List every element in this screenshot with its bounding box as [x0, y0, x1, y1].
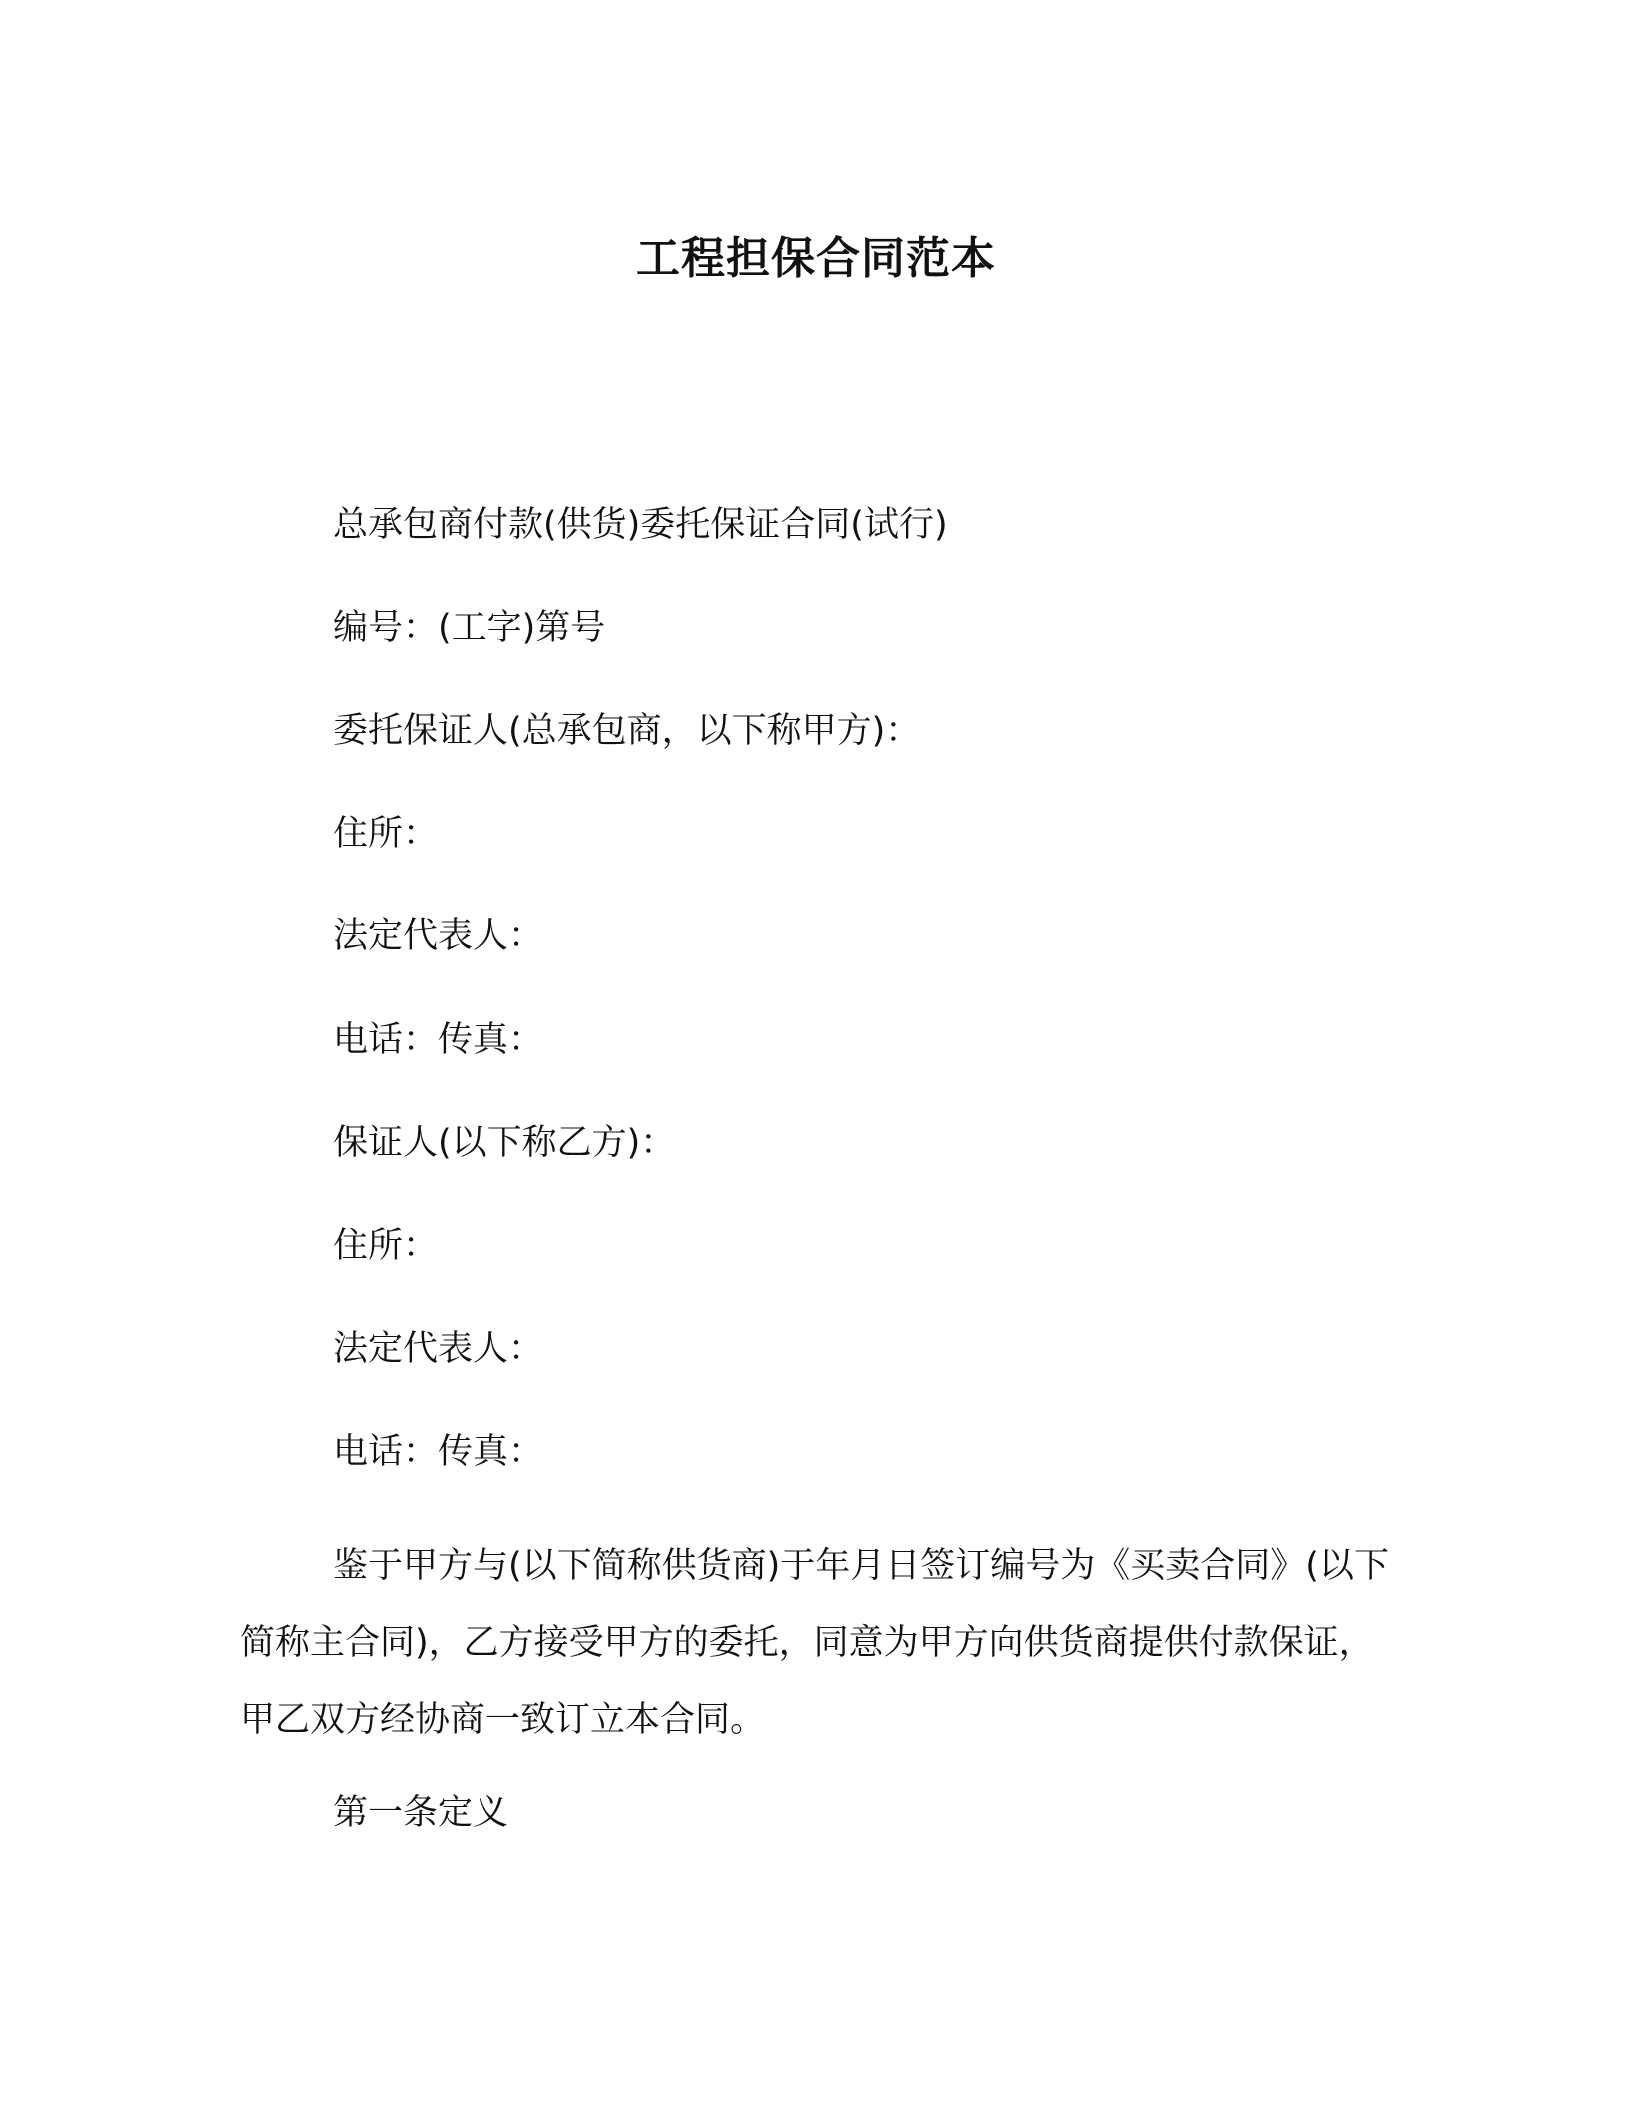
party-a-line: 委托保证人(总承包商，以下称甲方)：	[333, 711, 921, 751]
party-b-phone-fax-line: 电话：传真：	[333, 1432, 544, 1472]
party-a-address-line: 住所：	[333, 814, 439, 854]
party-a-phone-fax-line: 电话：传真：	[333, 1020, 544, 1060]
party-b-address-line: 住所：	[333, 1226, 439, 1266]
recital-paragraph: 鉴于甲方与(以下简称供货商)于年月日签订编号为《买卖合同》(以下简称主合同)，乙方接受甲方的委托，同意为甲方向供货商提供付款保证，甲乙双方经协商一致订立本合同。	[240, 1546, 1389, 1740]
party-a-legal-rep-line: 法定代表人：	[333, 916, 544, 956]
section-heading: 第一条定义	[333, 1793, 509, 1833]
contract-name-line: 总承包商付款(供货)委托保证合同(试行)	[333, 505, 948, 545]
contract-number-line: 编号：(工字)第号	[333, 608, 606, 648]
document-title: 工程担保合同范本	[636, 233, 996, 284]
party-b-legal-rep-line: 法定代表人：	[333, 1329, 544, 1369]
party-b-line: 保证人(以下称乙方)：	[333, 1123, 676, 1163]
